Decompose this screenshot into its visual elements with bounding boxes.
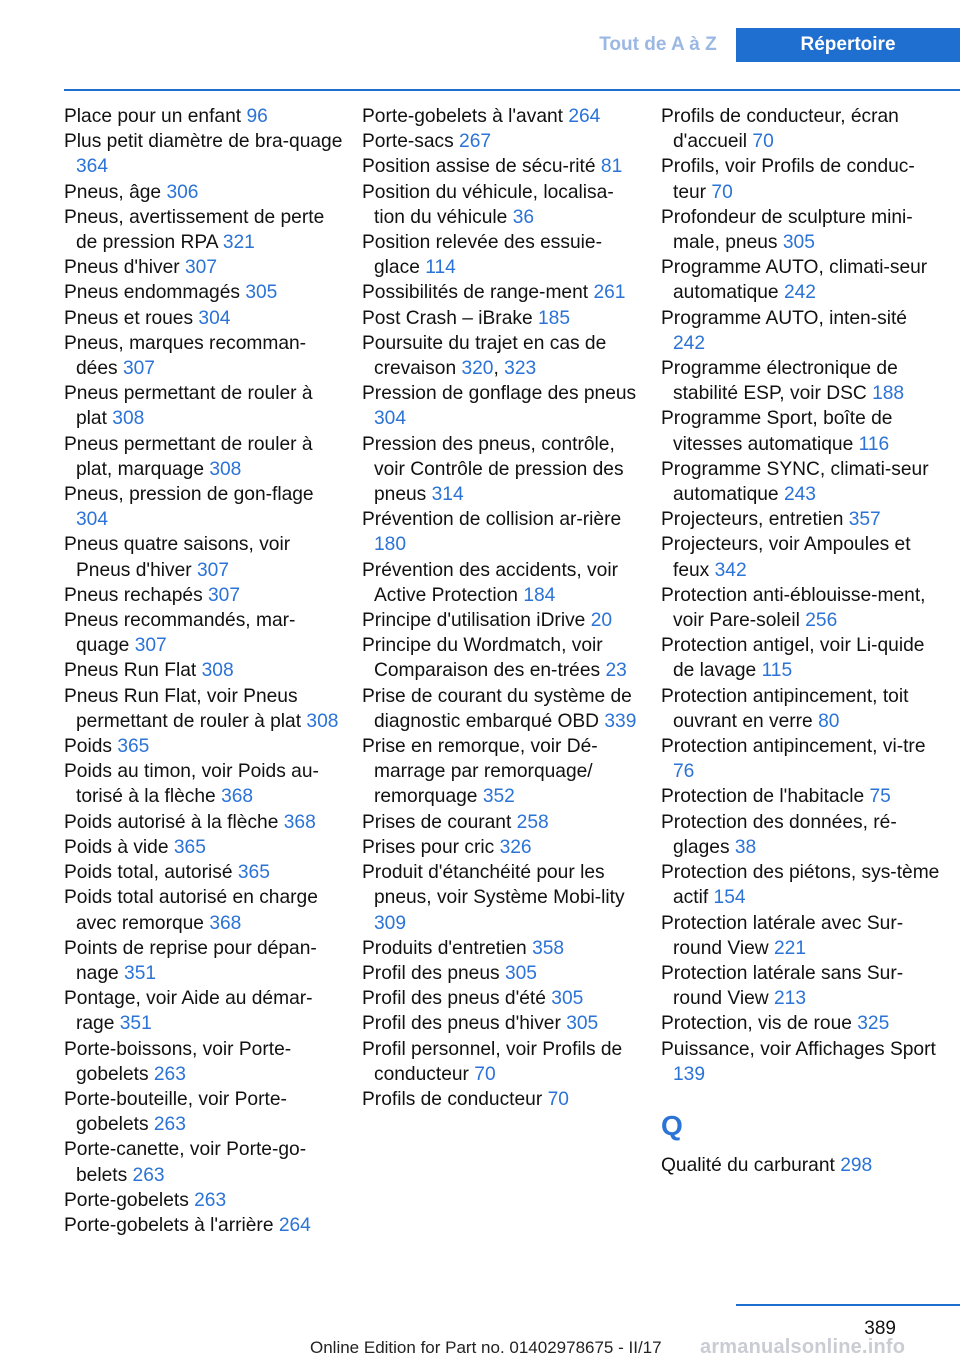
footer-rule xyxy=(736,1304,960,1306)
edition-note: Online Edition for Part no. 01402978675 - II/17 xyxy=(310,1338,662,1357)
index-column-2 xyxy=(362,104,642,1112)
index-entry xyxy=(64,608,344,658)
index-entry-text: Protection, vis de roue xyxy=(661,1013,852,1035)
index-entry-text: Porte-gobelets à l'arrière xyxy=(64,1214,274,1236)
page-reference-link[interactable]: 243 xyxy=(783,484,816,506)
index-entry-text: Principe d'utilisation iDrive xyxy=(362,610,586,632)
index-entry xyxy=(661,911,941,961)
index-entry-text: Pression de gonflage des pneus xyxy=(362,383,637,405)
index-entry-text: Protection latérale sans Sur-round View xyxy=(661,962,904,1010)
index-entry-text: Profil des pneus xyxy=(362,962,500,984)
index-entry xyxy=(64,1087,344,1137)
page-reference-link[interactable]: 305 xyxy=(782,232,815,254)
page-reference-link[interactable]: 258 xyxy=(516,811,549,833)
index-entry-text: Protection anti-éblouisse-ment, voir Pare-soleil xyxy=(661,584,926,632)
index-entry xyxy=(362,381,642,431)
page-reference-link[interactable]: 358 xyxy=(532,937,565,959)
index-entry xyxy=(661,356,941,406)
index-entry xyxy=(661,255,941,305)
index-entry-text: Profil des pneus d'été xyxy=(362,988,546,1010)
page-reference-link[interactable]: 221 xyxy=(774,937,807,959)
page-reference-link[interactable]: 368 xyxy=(221,786,254,808)
index-entry xyxy=(362,154,642,179)
index-entry-text: Projecteurs, voir Ampoules et feux xyxy=(661,534,911,581)
page-reference-link[interactable]: 264 xyxy=(568,106,601,127)
page-reference-link[interactable]: 23 xyxy=(605,660,627,682)
index-entry xyxy=(661,784,941,809)
page-reference-link[interactable]: 321 xyxy=(222,232,255,254)
index-entry-text: Pontage, voir Aide au démar-rage xyxy=(64,988,313,1035)
page-reference-link[interactable]: 115 xyxy=(761,660,793,682)
index-entry-text: Protection antipincement, vi-tre xyxy=(661,736,926,758)
index-entry-text: Poids total autorisé en charge avec remorque xyxy=(64,887,318,934)
index-entry-text: Pneus Run Flat xyxy=(64,660,197,682)
page-reference-link[interactable]: 75 xyxy=(869,786,891,808)
index-entry-text: Protection latérale avec Sur-round View xyxy=(661,912,904,959)
index-entry-text: Poids au timon, voir Poids au-torisé à la flèche xyxy=(64,761,319,808)
page-reference-link[interactable]: 307 xyxy=(208,584,241,606)
watermark: armanualsonline.info xyxy=(700,1336,906,1358)
index-entry-text: Poursuite du trajet en cas de crevaison xyxy=(362,332,607,380)
header-rule xyxy=(64,89,960,91)
index-entry xyxy=(64,860,344,885)
index-entry-text: Porte-canette, voir Porte-go-belets xyxy=(64,1139,307,1186)
index-entry xyxy=(362,432,642,508)
index-entry-text: Possibilités de range-ment xyxy=(362,282,589,304)
page-reference-link[interactable]: 305 xyxy=(245,282,278,304)
index-entry xyxy=(64,936,344,986)
index-entry-text: Pneus Run Flat, voir Pneus permettant de rouler à plat xyxy=(64,685,302,732)
index-entry-text: Programme SYNC, climati-seur automatique xyxy=(661,458,929,506)
page-reference-link[interactable]: 20 xyxy=(590,610,613,632)
index-entry xyxy=(661,532,941,582)
index-entry xyxy=(362,986,642,1011)
index-entry-text: Principe du Wordmatch, voir Comparaison des en-trées xyxy=(362,635,603,682)
index-entry xyxy=(64,1137,344,1187)
page-number: 389 xyxy=(864,1318,896,1339)
index-entry xyxy=(362,180,642,230)
page-reference-link[interactable]: 306 xyxy=(166,181,199,203)
index-entry-text: Poids xyxy=(64,736,112,758)
page-reference-link[interactable]: 263 xyxy=(153,1114,186,1136)
chapter-tab: Répertoire xyxy=(736,28,960,62)
section-tab: Tout de A à Z xyxy=(599,34,717,55)
index-entry xyxy=(362,936,642,961)
index-entry-text: Position du véhicule, localisa-tion du véhicule xyxy=(362,181,614,228)
page-reference-link[interactable]: 263 xyxy=(194,1189,227,1211)
index-entry-text: Programme AUTO, climati-seur automatique xyxy=(661,257,928,304)
index-entry xyxy=(661,860,941,910)
page-reference-link[interactable]: 114 xyxy=(425,257,456,279)
index-entry-text: Prévention des accidents, voir Active Protection xyxy=(362,559,618,606)
page-reference-link[interactable]: 368 xyxy=(283,811,316,833)
index-entry xyxy=(64,835,344,860)
page-reference-link[interactable]: 139 xyxy=(673,1063,706,1085)
index-entry xyxy=(362,558,642,608)
index-entry xyxy=(661,583,941,633)
index-entry xyxy=(362,230,642,280)
page-reference-link[interactable]: 365 xyxy=(117,736,150,758)
page-reference-link[interactable]: 308 xyxy=(209,458,242,480)
page-reference-link[interactable]: 339 xyxy=(604,710,637,732)
index-entry-text: Pneus permettant de rouler à plat, marquage xyxy=(64,433,313,480)
page-reference-link[interactable]: 307 xyxy=(185,257,218,279)
page-reference-link[interactable]: 154 xyxy=(713,887,746,909)
page-reference-link[interactable]: 305 xyxy=(551,988,584,1010)
page-reference-link[interactable]: 185 xyxy=(537,307,570,329)
index-entry xyxy=(661,961,941,1011)
index-entry-text: Place pour un enfant xyxy=(64,106,242,127)
index-entry xyxy=(661,684,941,734)
index-entry-text: Protection de l'habitacle xyxy=(661,786,865,808)
page-reference-link[interactable]: 76 xyxy=(673,761,695,783)
page-reference-link[interactable]: 342 xyxy=(714,559,747,581)
page-reference-link[interactable]: 263 xyxy=(153,1063,186,1085)
index-entry-text: Porte-gobelets à l'avant xyxy=(362,106,563,127)
index-entry xyxy=(362,860,642,936)
index-entry-text: Porte-boissons, voir Porte-gobelets xyxy=(64,1038,292,1085)
index-entry-text: Profondeur de sculpture mini-male, pneus xyxy=(661,206,913,254)
index-entry xyxy=(64,306,344,331)
index-entry xyxy=(64,532,344,582)
index-entry xyxy=(64,104,344,129)
index-entry-text: Pneus, pression de gon-flage xyxy=(64,484,314,506)
page-reference-link[interactable]: 351 xyxy=(124,962,157,984)
page-reference-link[interactable]: 307 xyxy=(122,358,155,380)
index-entry-text: Porte-sacs xyxy=(362,131,454,153)
index-entry xyxy=(64,205,344,255)
index-entry xyxy=(661,457,941,507)
index-entry-text: Poids autorisé à la flèche xyxy=(64,811,279,833)
index-entry-text: Projecteurs, entretien xyxy=(661,509,844,531)
index-entry xyxy=(362,684,642,734)
index-entry xyxy=(64,432,344,482)
index-entry xyxy=(64,1037,344,1087)
page-reference-link[interactable]: 70 xyxy=(752,131,774,153)
index-entry-text: Puissance, voir Affichages Sport xyxy=(661,1038,936,1060)
page-header xyxy=(0,28,960,62)
page-reference-link[interactable]: 116 xyxy=(858,433,890,455)
index-entry xyxy=(64,381,344,431)
index-entry-text: Prévention de collision ar-rière xyxy=(362,509,622,531)
page-reference-link[interactable]: 304 xyxy=(198,307,231,329)
index-entry xyxy=(64,583,344,608)
index-entry xyxy=(64,129,344,179)
index-entry xyxy=(661,734,941,784)
index-entry xyxy=(661,1153,941,1178)
page-reference-link[interactable]: 308 xyxy=(306,710,339,732)
index-entry-text: Produits d'entretien xyxy=(362,937,527,959)
index-entry-text: Pneus, avertissement de perte de pression RPA xyxy=(64,206,325,254)
index-column-1 xyxy=(64,104,344,1238)
index-entry xyxy=(64,482,344,532)
index-entry xyxy=(362,306,642,331)
index-entry-text: Pneus endommagés xyxy=(64,282,240,304)
index-entry xyxy=(661,205,941,255)
page-reference-link[interactable]: 305 xyxy=(504,962,537,984)
index-entry xyxy=(64,255,344,280)
page-reference-link[interactable]: 308 xyxy=(201,660,234,682)
page-reference-link[interactable]: 309 xyxy=(374,912,407,934)
page-reference-link[interactable]: 352 xyxy=(482,786,515,808)
index-entry xyxy=(362,280,642,305)
index-entry xyxy=(661,154,941,204)
index-entry-text: Pneus, marques recomman-dées xyxy=(64,332,307,380)
index-entry xyxy=(362,633,642,683)
index-entry-text: Pneus permettant de rouler à plat xyxy=(64,383,313,430)
index-entry xyxy=(661,810,941,860)
page-reference-link[interactable]: 261 xyxy=(593,282,626,304)
page-reference-link[interactable]: 307 xyxy=(197,559,230,581)
index-entry-text: Post Crash – iBrake xyxy=(362,307,533,329)
page-reference-link[interactable]: 242 xyxy=(673,332,706,354)
page-reference-link[interactable]: 38 xyxy=(734,836,757,858)
index-entry-text: Prises pour cric xyxy=(362,836,495,858)
index-entry-text: Poids total, autorisé xyxy=(64,862,233,884)
index-entry xyxy=(64,885,344,935)
index-entry-text: Profils de conducteur xyxy=(362,1088,543,1110)
page-reference-link[interactable]: 304 xyxy=(76,509,109,531)
page-reference-link[interactable]: 308 xyxy=(112,408,145,430)
index-entry-text: Protection des piétons, sys-tème actif xyxy=(661,862,940,909)
index-entry-text: Prise en remorque, voir Dé-marrage par remorquage/ remorquage xyxy=(362,736,598,808)
index-entry-text: Prise de courant du système de diagnostic embarqué OBD xyxy=(362,685,632,732)
page-reference-link[interactable]: 256 xyxy=(805,610,838,632)
index-entry: Poursuite du trajet en cas de crevaison 320, 323 xyxy=(362,332,607,380)
index-entry-text: Pneus quatre saisons, voir Pneus d'hiver xyxy=(64,534,291,581)
index-entry xyxy=(661,104,941,154)
index-entry xyxy=(64,734,344,759)
page-reference-link[interactable]: 307 xyxy=(134,635,167,657)
page-reference-link[interactable]: 264 xyxy=(278,1214,311,1236)
index-entry xyxy=(362,507,642,557)
page-reference-link[interactable]: 80 xyxy=(818,710,840,732)
index-entry xyxy=(362,1087,642,1112)
index-entry-text: Profils, voir Profils de conduc-teur xyxy=(661,156,915,203)
index-entry-text: Poids à vide xyxy=(64,836,169,858)
index-entry xyxy=(661,406,941,456)
page-reference-link[interactable]: 81 xyxy=(600,156,623,178)
page-reference-link[interactable]: 351 xyxy=(119,1013,152,1035)
index-entry xyxy=(362,1011,642,1036)
index-entry xyxy=(362,104,642,129)
page-reference-link[interactable]: 188 xyxy=(872,383,905,405)
index-entry-text: Pneus rechapés xyxy=(64,584,203,606)
page-reference-link[interactable]: 305 xyxy=(566,1013,599,1035)
index-entry xyxy=(64,331,344,381)
page-reference-link[interactable]: 242 xyxy=(783,282,816,304)
page-reference-link[interactable]: 70 xyxy=(474,1063,496,1085)
index-entry xyxy=(64,759,344,809)
page-reference-link[interactable]: 365 xyxy=(173,836,206,858)
index-entry xyxy=(661,633,941,683)
page-reference-link[interactable]: 323 xyxy=(504,358,537,380)
page-reference-link[interactable]: 263 xyxy=(132,1164,165,1186)
index-entry-text: Pression des pneus, contrôle, voir Contrôle de pression des pneus xyxy=(362,433,624,506)
index-entry-text: Protection antigel, voir Li-quide de lavage xyxy=(661,635,925,682)
index-entry xyxy=(362,608,642,633)
index-entry-text: Profils de conducteur, écran d'accueil xyxy=(661,106,899,153)
page-reference-link[interactable]: 180 xyxy=(374,534,407,556)
page-reference-link[interactable]: 36 xyxy=(512,206,535,228)
page-reference-link[interactable]: 267 xyxy=(459,131,492,153)
page-reference-link[interactable]: 96 xyxy=(246,106,268,127)
index-entry xyxy=(362,1037,642,1087)
index-entry xyxy=(362,734,642,810)
index-entry-text: Position assise de sécu-rité xyxy=(362,156,596,178)
index-entry-text: Pneus, âge xyxy=(64,181,162,203)
index-entry xyxy=(661,507,941,532)
index-column-3 xyxy=(661,104,941,1178)
index-entry xyxy=(362,129,642,154)
index-entry xyxy=(64,986,344,1036)
page-reference-link[interactable]: 368 xyxy=(209,912,242,934)
index-entry-text: Prises de courant xyxy=(362,811,512,833)
index-entry-text: Position relevée des essuie-glace xyxy=(362,232,602,279)
index-entry xyxy=(362,961,642,986)
index-letter-heading: Q xyxy=(661,1109,683,1141)
index-entry-text: Pneus d'hiver xyxy=(64,257,180,279)
index-entry-text: Pneus et roues xyxy=(64,307,194,329)
index-entry-text: Profil des pneus d'hiver xyxy=(362,1013,561,1035)
index-entry xyxy=(64,280,344,305)
page-reference-link[interactable]: 364 xyxy=(76,156,109,178)
index-entry xyxy=(64,1188,344,1213)
index-entry xyxy=(661,1037,941,1087)
index-entry xyxy=(661,1011,941,1036)
index-entry-text: Porte-bouteille, voir Porte-gobelets xyxy=(64,1088,287,1136)
index-entry-text: Protection des données, ré-glages xyxy=(661,811,897,858)
index-entry xyxy=(64,1213,344,1238)
index-entry xyxy=(661,306,941,356)
index-entry-text: Programme AUTO, inten-sité xyxy=(661,307,907,329)
page-reference-link[interactable]: 70 xyxy=(547,1088,569,1110)
page-reference-link[interactable]: 325 xyxy=(857,1013,890,1035)
page-reference-link[interactable]: 304 xyxy=(374,408,407,430)
index-entry xyxy=(362,810,642,835)
index-entry-text: Produit d'étanchéité pour les pneus, voir Système Mobi-lity xyxy=(362,862,625,909)
index-entry-text: Pneus recommandés, mar-quage xyxy=(64,610,296,657)
page-reference-link[interactable]: 326 xyxy=(499,836,532,858)
index-entry-text: Plus petit diamètre de bra-quage xyxy=(64,131,343,153)
index-entry xyxy=(64,658,344,683)
page-reference-link[interactable]: 365 xyxy=(237,862,270,884)
page-reference-link[interactable]: 314 xyxy=(431,484,464,506)
index-entry-text: Programme Sport, boîte de vitesses automatique xyxy=(661,408,893,455)
page-reference-link[interactable]: 357 xyxy=(848,509,881,531)
page-reference-link[interactable]: 184 xyxy=(523,584,556,606)
page-reference-link[interactable]: 213 xyxy=(774,988,807,1010)
index-entry xyxy=(64,810,344,835)
index-entry-text: Points de reprise pour dépan-nage xyxy=(64,937,317,984)
index-entry-text: Porte-gobelets xyxy=(64,1189,189,1211)
index-entry-text: Programme électronique de stabilité ESP, voir DSC xyxy=(661,358,898,405)
index-entry xyxy=(362,835,642,860)
index-entry xyxy=(64,180,344,205)
index-entry-text: Profil personnel, voir Profils de conducteur xyxy=(362,1038,623,1085)
index-entry-text: Qualité du carburant xyxy=(661,1154,835,1176)
page-reference-link[interactable]: 298 xyxy=(840,1154,873,1176)
page-reference-link[interactable]: 70 xyxy=(711,181,733,203)
index-entry-text: Protection antipincement, toit ouvrant en verre xyxy=(661,685,909,732)
index-entry xyxy=(64,684,344,734)
page-reference-link[interactable]: 320 xyxy=(461,358,494,380)
